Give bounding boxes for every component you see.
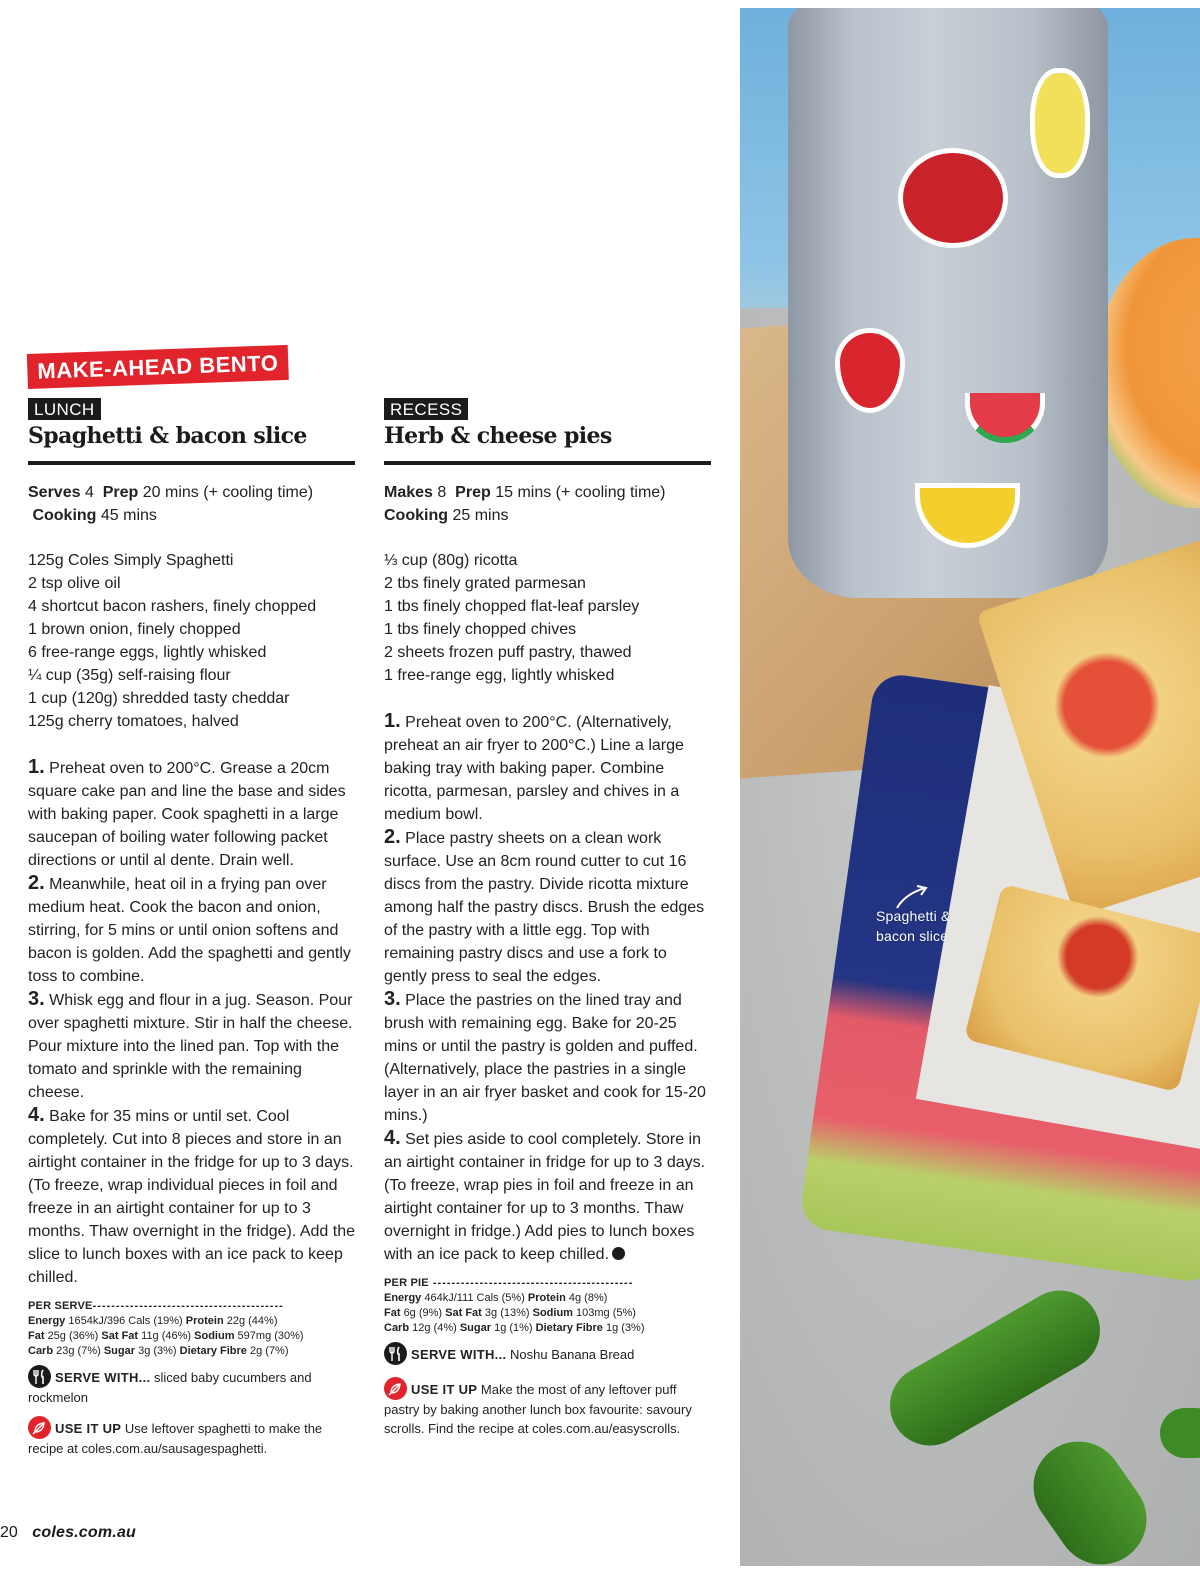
photo-caption-line: Spaghetti & bbox=[876, 908, 951, 924]
step-text: Place pastry sheets on a clean work surface. Use an 8cm round cutter to cut 16 discs from the pastry. Divide ricotta mixture among half the pastry discs. Brush the edges of the pastry with a little egg. Top with remaining pastry discs and use a fork to gently press to seal the edges. bbox=[384, 830, 705, 985]
yield-value: 8 bbox=[437, 484, 447, 501]
step-number: 4. bbox=[384, 1127, 401, 1149]
use-it-up-tip bbox=[28, 1416, 356, 1458]
ingredient-item: ¼ cup (35g) self-raising flour bbox=[28, 667, 231, 684]
nutrient-value: 1g (3%) bbox=[605, 1322, 645, 1334]
nutrition-line bbox=[28, 1314, 356, 1329]
cutlery-icon bbox=[384, 1342, 407, 1365]
method-step bbox=[28, 988, 356, 1104]
method-step bbox=[28, 1104, 356, 1289]
nutrition-panel bbox=[28, 1299, 356, 1359]
use-it-up-tip bbox=[384, 1377, 712, 1438]
nutrient-label: Fat bbox=[28, 1330, 45, 1342]
recipe-category-tag: LUNCH bbox=[28, 398, 101, 420]
recipe-card-lunch bbox=[28, 398, 356, 1458]
nutrient-value: 1654kJ/396 Cals (19%) bbox=[68, 1315, 183, 1327]
nutrient-value: 103mg (5%) bbox=[576, 1307, 636, 1319]
nutrient-label: Energy bbox=[384, 1292, 422, 1304]
nutrition-line bbox=[384, 1291, 712, 1306]
nutrient-label: Energy bbox=[28, 1315, 66, 1327]
nutrient-label: Dietary Fibre bbox=[535, 1322, 603, 1334]
ingredient-item: 2 tsp olive oil bbox=[28, 575, 121, 592]
method-steps bbox=[384, 710, 712, 1266]
serve-with-tip bbox=[384, 1342, 712, 1365]
use-it-up-label: USE IT UP bbox=[55, 1421, 122, 1436]
prep-value: 15 mins (+ cooling time) bbox=[495, 484, 666, 501]
serve-with-text: Noshu Banana Bread bbox=[510, 1347, 635, 1362]
step-text: Preheat oven to 200°C. Grease a 20cm square cake pan and line the base and sides with baking paper. Cook spaghetti in a large saucepan of boiling water following packet directions or until al dente. Drain well. bbox=[28, 760, 346, 869]
yield-label: Serves bbox=[28, 484, 81, 501]
ingredient-list bbox=[384, 549, 712, 687]
use-it-up-icon bbox=[384, 1377, 407, 1400]
method-step bbox=[28, 756, 356, 872]
nutrient-label: Sugar bbox=[103, 1345, 136, 1357]
page-footer bbox=[0, 1524, 136, 1542]
nutrient-label: Fat bbox=[384, 1307, 401, 1319]
step-number: 1. bbox=[28, 756, 45, 778]
ingredient-item: 2 sheets frozen puff pastry, thawed bbox=[384, 644, 632, 661]
nutrient-value: 597mg (30%) bbox=[237, 1330, 304, 1342]
nutrition-line bbox=[384, 1321, 712, 1336]
nutrient-label: Sugar bbox=[459, 1322, 492, 1334]
serve-with-text: sliced baby cucumbers and rockmelon bbox=[28, 1370, 312, 1405]
use-it-up-label: USE IT UP bbox=[411, 1382, 478, 1397]
nutrient-label: Protein bbox=[185, 1315, 224, 1327]
nutrition-heading-label: PER PIE bbox=[384, 1277, 429, 1289]
nutrient-label: Carb bbox=[28, 1345, 54, 1357]
nutrient-label: Sodium bbox=[194, 1330, 235, 1342]
method-step bbox=[384, 988, 712, 1127]
step-number: 1. bbox=[384, 710, 401, 732]
nutrition-line bbox=[28, 1329, 356, 1344]
step-text: Whisk egg and flour in a jug. Season. Pour over spaghetti mixture. Stir in half the cheese. Pour mixture into the lined pan. Top with the tomato and sprinkle with the remaining cheese. bbox=[28, 992, 353, 1101]
recipe-meta bbox=[384, 481, 712, 527]
cooking-label: Cooking bbox=[32, 507, 97, 524]
nutrient-value: 6g (9%) bbox=[403, 1307, 443, 1319]
nutrient-value: 25g (36%) bbox=[47, 1330, 99, 1342]
prep-label: Prep bbox=[102, 484, 139, 501]
prep-value: 20 mins (+ cooling time) bbox=[142, 484, 314, 501]
photo-caption bbox=[876, 906, 951, 946]
recipe-meta bbox=[28, 481, 356, 527]
section-banner: MAKE-AHEAD BENTO bbox=[27, 345, 289, 389]
method-step bbox=[384, 826, 712, 988]
ingredient-item: 125g Coles Simply Spaghetti bbox=[28, 552, 234, 569]
ingredient-item: 1 free-range egg, lightly whisked bbox=[384, 667, 615, 684]
cooking-value: 45 mins bbox=[100, 507, 157, 524]
ingredient-item: 1 tbs finely chopped chives bbox=[384, 621, 577, 638]
method-steps bbox=[28, 756, 356, 1289]
nutrient-value: 2g (7%) bbox=[249, 1345, 289, 1357]
title-divider bbox=[384, 461, 711, 465]
ingredient-list bbox=[28, 549, 356, 733]
nutrition-heading: PER PIE ------------------------------------------- bbox=[384, 1277, 634, 1289]
nutrient-value: 23g (7%) bbox=[56, 1345, 101, 1357]
step-number: 2. bbox=[384, 826, 401, 848]
serve-with-label: SERVE WITH... bbox=[55, 1370, 151, 1385]
serve-with-label: SERVE WITH... bbox=[411, 1347, 507, 1362]
nutrient-value: 4g (8%) bbox=[568, 1292, 608, 1304]
step-number: 2. bbox=[28, 872, 45, 894]
step-number: 3. bbox=[28, 988, 45, 1010]
use-it-up-text: Use leftover spaghetti to make the recipe at coles.com.au/sausagespaghetti. bbox=[28, 1421, 323, 1456]
nutrient-label: Carb bbox=[384, 1322, 410, 1334]
pineapple-sticker-icon bbox=[1030, 68, 1090, 178]
step-number: 3. bbox=[384, 988, 401, 1010]
method-step bbox=[384, 1127, 712, 1266]
recipe-category-tag: RECESS bbox=[384, 398, 468, 420]
ingredient-item: 125g cherry tomatoes, halved bbox=[28, 713, 239, 730]
recipe-title: Spaghetti & bacon slice bbox=[28, 423, 307, 449]
title-divider bbox=[28, 461, 355, 465]
prep-label: Prep bbox=[455, 484, 491, 501]
nutrient-value: 3g (13%) bbox=[484, 1307, 530, 1319]
step-text: Place the pastries on the lined tray and brush with remaining egg. Bake for 20-25 mins or until the pastry is golden and puffed. (Alternatively, place the pastries in a single layer in an air fryer basket and cook for 15-20 mins.) bbox=[384, 992, 706, 1124]
use-it-up-icon bbox=[28, 1416, 51, 1439]
yield-value: 4 bbox=[84, 484, 94, 501]
ingredient-item: 1 cup (120g) shredded tasty cheddar bbox=[28, 690, 290, 707]
cooking-value: 25 mins bbox=[452, 507, 509, 524]
nutrient-value: 1g (1%) bbox=[494, 1322, 533, 1334]
cooking-label: Cooking bbox=[384, 507, 448, 524]
nutrition-heading-label: PER SERVE bbox=[28, 1300, 93, 1312]
yield-label: Makes bbox=[384, 484, 433, 501]
nutrient-value: 11g (46%) bbox=[141, 1330, 192, 1342]
ingredient-item: 1 tbs finely chopped flat-leaf parsley bbox=[384, 598, 640, 615]
footer-site-link[interactable]: coles.com.au bbox=[32, 1524, 137, 1541]
nutrient-label: Dietary Fibre bbox=[179, 1345, 247, 1357]
ingredient-item: 1 brown onion, finely chopped bbox=[28, 621, 241, 638]
nutrient-label: Protein bbox=[527, 1292, 566, 1304]
step-text: Set pies aside to cool completely. Store in an airtight container in fridge for up to 3 days. (To freeze, wrap pies in foil and freeze in an airtight container for up to 3 months. Thaw overnight in fridge.) Add pies to lunch boxes with an ice pack to keep chilled. bbox=[384, 1131, 706, 1263]
recipe-card-recess bbox=[384, 398, 712, 1438]
nutrient-value: 22g (44%) bbox=[226, 1315, 278, 1327]
end-of-recipe-dot-icon bbox=[612, 1247, 625, 1260]
nutrition-line bbox=[28, 1344, 356, 1359]
nutrition-panel bbox=[384, 1276, 712, 1336]
step-text: Preheat oven to 200°C. (Alternatively, preheat an air fryer to 200°C.) Line a large baking tray with baking paper. Combine ricotta, parmesan, parsley and chives in a medium bowl. bbox=[384, 714, 684, 823]
photo-caption-line: bacon slice bbox=[876, 928, 949, 944]
serve-with-tip bbox=[28, 1365, 356, 1407]
method-step bbox=[384, 710, 712, 826]
nutrition-line bbox=[384, 1306, 712, 1321]
nutrient-value: 3g (3%) bbox=[138, 1345, 177, 1357]
ingredient-item: 4 shortcut bacon rashers, finely chopped bbox=[28, 598, 317, 615]
nutrient-value: 464kJ/111 Cals (5%) bbox=[424, 1292, 525, 1304]
nutrient-label: Sat Fat bbox=[445, 1307, 482, 1319]
nutrient-label: Sodium bbox=[532, 1307, 573, 1319]
step-number: 4. bbox=[28, 1104, 45, 1126]
method-step bbox=[28, 872, 356, 988]
apple-sticker-icon bbox=[898, 148, 1008, 248]
page-number: 20 bbox=[0, 1524, 18, 1541]
recipe-title: Herb & cheese pies bbox=[384, 423, 612, 449]
ingredient-item: 2 tbs finely grated parmesan bbox=[384, 575, 586, 592]
step-text: Meanwhile, heat oil in a frying pan over medium heat. Cook the bacon and onion, stirring, for 5 mins or until onion softens and bacon is golden. Add the spaghetti and gently toss to combine. bbox=[28, 876, 351, 985]
cutlery-icon bbox=[28, 1365, 51, 1388]
ingredient-item: 6 free-range eggs, lightly whisked bbox=[28, 644, 267, 661]
step-text: Bake for 35 mins or until set. Cool completely. Cut into 8 pieces and store in an airtight container in the fridge for up to 3 days. (To freeze, wrap individual pieces in foil and freeze in an airtight container for up to 3 months. Thaw overnight in the fridge). Add the slice to lunch boxes with an ice pack to keep chilled. bbox=[28, 1108, 356, 1286]
nutrient-label: Sat Fat bbox=[101, 1330, 139, 1342]
ingredient-item: ⅓ cup (80g) ricotta bbox=[384, 552, 518, 569]
nutrition-heading: PER SERVE----------------------------------------- bbox=[28, 1300, 284, 1312]
nutrient-value: 12g (4%) bbox=[412, 1322, 457, 1334]
use-it-up-text: Make the most of any leftover puff pastry by baking another lunch box favourite: savoury scrolls. Find the recipe at coles.com.au/easyscrolls. bbox=[384, 1382, 692, 1436]
lunchbox-photo bbox=[740, 8, 1200, 1566]
